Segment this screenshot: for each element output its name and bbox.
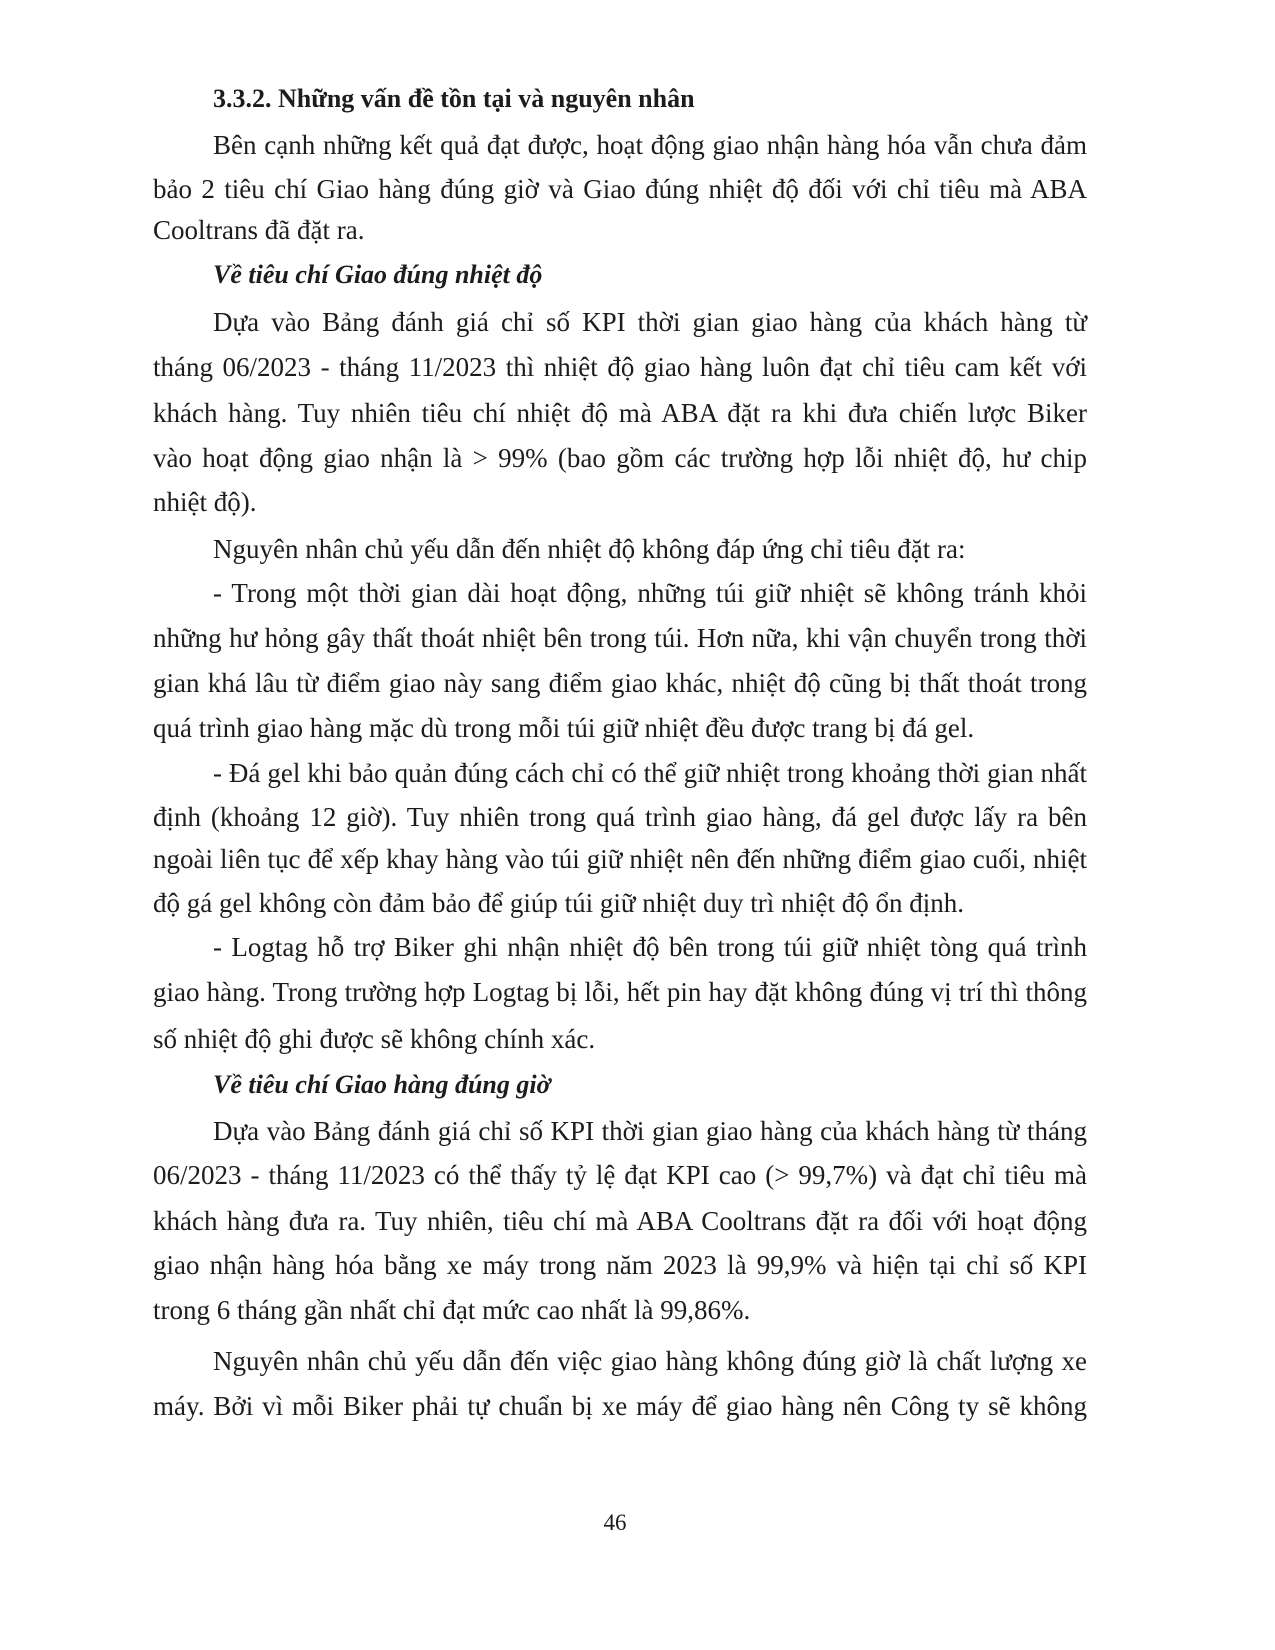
intro-line-3: Cooltrans đã đặt ra.: [153, 215, 365, 245]
time-para2-line-2: máy. Bởi vì mỗi Biker phải tự chuẩn bị xe máy để giao hàng nên Công ty sẽ không: [153, 1391, 1087, 1421]
page-number: 46: [603, 1510, 627, 1535]
cause1-line-1: - Trong một thời gian dài hoạt động, những túi giữ nhiệt sẽ không tránh khỏi: [213, 578, 1087, 608]
cause2-line-4: độ gá gel không còn đảm bảo để giúp túi giữ nhiệt duy trì nhiệt độ ổn định.: [153, 888, 965, 918]
time-para-line-1: Dựa vào Bảng đánh giá chỉ số KPI thời gian giao hàng của khách hàng từ tháng: [213, 1116, 1087, 1146]
causes-intro: Nguyên nhân chủ yếu dẫn đến nhiệt độ không đáp ứng chỉ tiêu đặt ra:: [213, 534, 966, 564]
cause1-line-4: quá trình giao hàng mặc dù trong mỗi túi giữ nhiệt đều được trang bị đá gel.: [153, 713, 975, 743]
time-para-line-4: giao nhận hàng hóa bằng xe máy trong năm 2023 là 99,9% và hiện tại chỉ số KPI: [153, 1250, 1087, 1280]
intro-line-1: Bên cạnh những kết quả đạt được, hoạt động giao nhận hàng hóa vẫn chưa đảm: [213, 130, 1087, 160]
time-para-line-2: 06/2023 - tháng 11/2023 có thể thấy tỷ lệ đạt KPI cao (> 99,7%) và đạt chỉ tiêu mà: [153, 1160, 1087, 1190]
temperature-section-title: Về tiêu chí Giao đúng nhiệt độ: [213, 260, 543, 289]
temperature-para-line-2: tháng 06/2023 - tháng 11/2023 thì nhiệt độ giao hàng luôn đạt chỉ tiêu cam kết với: [153, 352, 1087, 382]
time-para-line-3: khách hàng đưa ra. Tuy nhiên, tiêu chí mà ABA Cooltrans đặt ra đối với hoạt động: [153, 1206, 1087, 1236]
cause2-line-2: định (khoảng 12 giờ). Tuy nhiên trong quá trình giao hàng, đá gel được lấy ra bên: [153, 802, 1087, 832]
temperature-para-line-5: nhiệt độ).: [153, 487, 257, 517]
cause3-line-3: số nhiệt độ ghi được sẽ không chính xác.: [153, 1024, 596, 1054]
cause3-line-2: giao hàng. Trong trường hợp Logtag bị lỗi, hết pin hay đặt không đúng vị trí thì thông: [153, 977, 1087, 1007]
temperature-para-line-4: vào hoạt động giao nhận là > 99% (bao gồm các trường hợp lỗi nhiệt độ, hư chip: [153, 443, 1087, 473]
section-heading: 3.3.2. Những vấn đề tồn tại và nguyên nhân: [213, 84, 695, 113]
time-section-title: Về tiêu chí Giao hàng đúng giờ: [213, 1070, 551, 1099]
cause2-line-1: - Đá gel khi bảo quản đúng cách chỉ có thể giữ nhiệt trong khoảng thời gian nhất: [213, 758, 1087, 788]
temperature-para-line-3: khách hàng. Tuy nhiên tiêu chí nhiệt độ mà ABA đặt ra khi đưa chiến lược Biker: [153, 398, 1087, 428]
time-para2-line-1: Nguyên nhân chủ yếu dẫn đến việc giao hàng không đúng giờ là chất lượng xe: [213, 1346, 1087, 1376]
temperature-para-line-1: Dựa vào Bảng đánh giá chỉ số KPI thời gian giao hàng của khách hàng từ: [213, 307, 1087, 337]
cause1-line-3: gian khá lâu từ điểm giao này sang điểm giao khác, nhiệt độ cũng bị thất thoát trong: [153, 668, 1087, 698]
cause1-line-2: những hư hỏng gây thất thoát nhiệt bên trong túi. Hơn nữa, khi vận chuyển trong thời: [153, 623, 1087, 653]
time-para-line-5: trong 6 tháng gần nhất chỉ đạt mức cao nhất là 99,86%.: [153, 1295, 751, 1325]
cause2-line-3: ngoài liên tục để xếp khay hàng vào túi giữ nhiệt nên đến những điểm giao cuối, nhiệt: [153, 844, 1087, 874]
cause3-line-1: - Logtag hỗ trợ Biker ghi nhận nhiệt độ bên trong túi giữ nhiệt tòng quá trình: [213, 932, 1087, 962]
intro-line-2: bảo 2 tiêu chí Giao hàng đúng giờ và Giao đúng nhiệt độ đối với chỉ tiêu mà ABA: [153, 174, 1087, 204]
